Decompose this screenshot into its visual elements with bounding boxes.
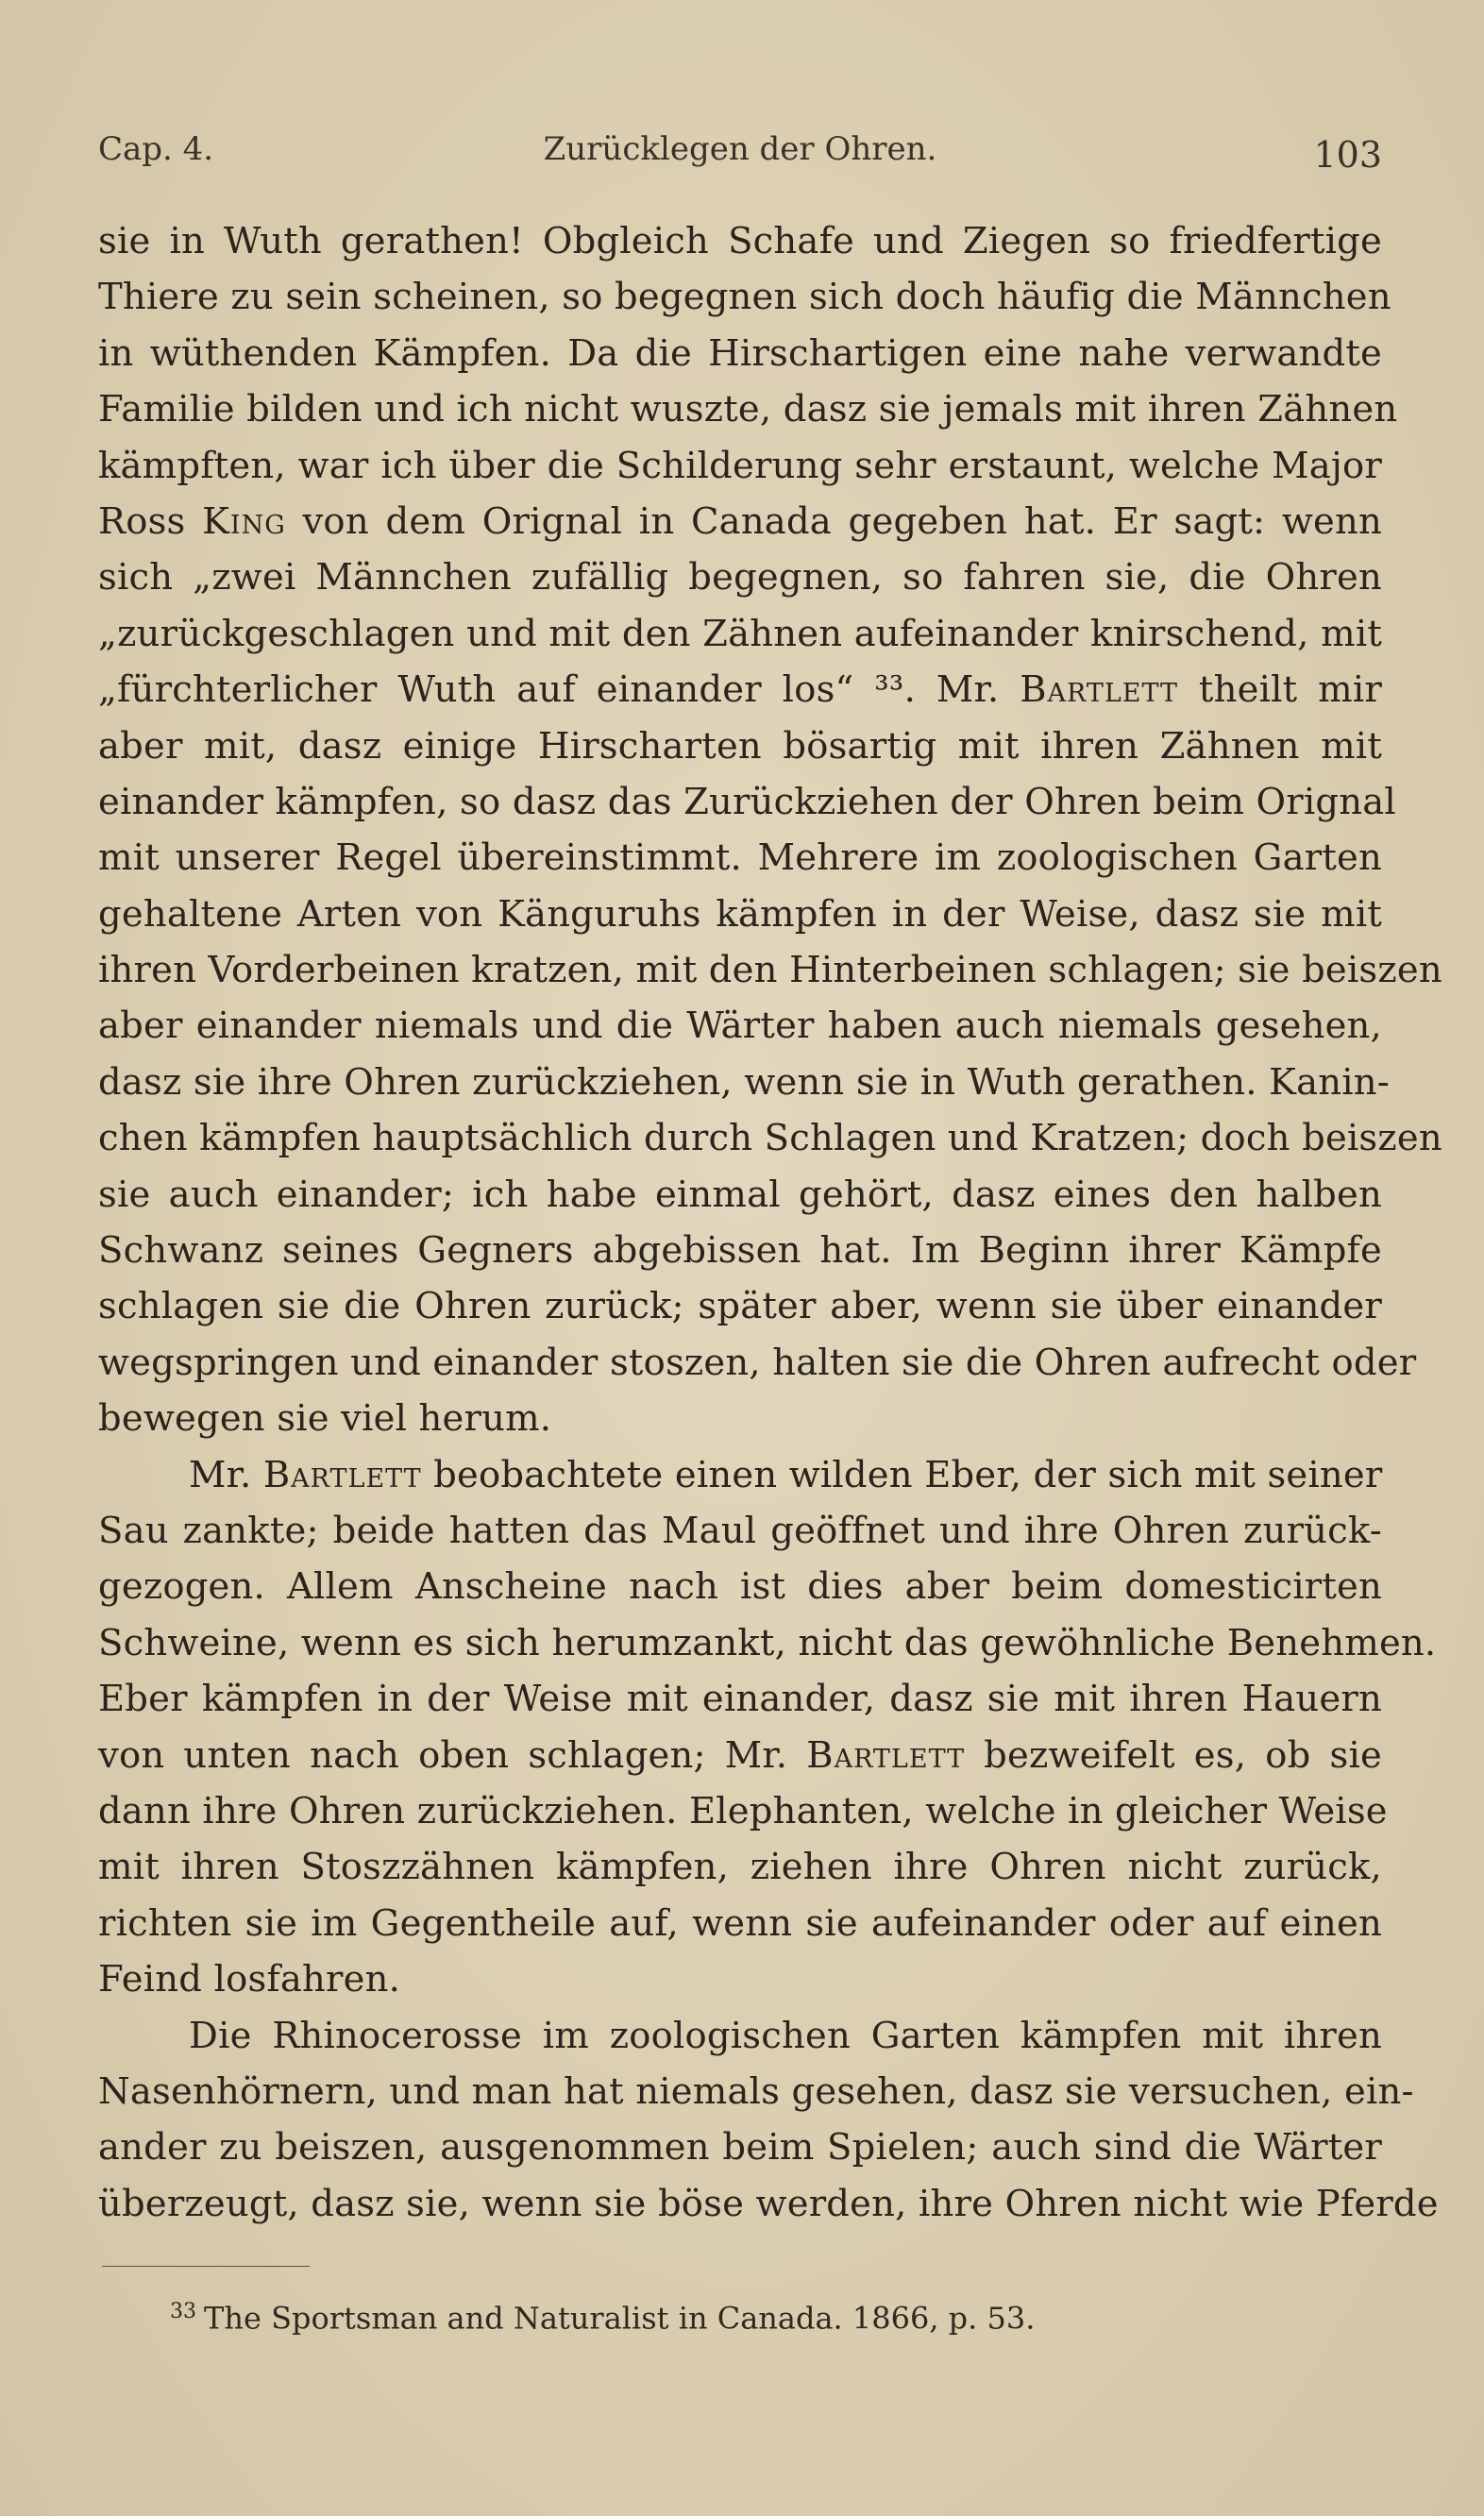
line-text: überzeugt, dasz sie, wenn sie böse werden, ihre Ohren nicht wie Pferde <box>98 2182 1439 2225</box>
line-text: schlagen sie die Ohren zurück; später aber, wenn sie über einander <box>98 1285 1382 1328</box>
text-line <box>98 1615 1437 1671</box>
text-line <box>98 1335 1417 1391</box>
text-line <box>98 1951 1382 2007</box>
text-line <box>98 942 1442 998</box>
line-text: bezweifelt es, ob sie <box>965 1733 1382 1777</box>
line-text: Eber kämpfen in der Weise mit einander, dasz sie mit ihren Hauern <box>98 1678 1382 1721</box>
footnote-divider <box>102 2266 310 2267</box>
text-line <box>98 381 1398 437</box>
line-text: kämpften, war ich über die Schilderung sehr erstaunt, welche Major <box>98 444 1382 487</box>
text-line <box>98 774 1396 830</box>
text-line <box>98 2119 1382 2175</box>
text-line <box>98 1671 1382 1727</box>
line-text: ander zu beiszen, ausgenommen beim Spielen; auch sind die Wärter <box>98 2126 1382 2170</box>
line-text: mit ihren Stoszzähnen kämpfen, ziehen ihre Ohren nicht zurück, <box>98 1846 1382 1889</box>
line-text: Schwanz seines Gegners abgebissen hat. Im Beginn ihrer Kämpfe <box>98 1229 1382 1273</box>
running-title: Zurücklegen der Ohren. <box>543 130 937 168</box>
line-text: Feind losfahren. <box>98 1958 401 2001</box>
person-name: Bartlett <box>806 1733 966 1777</box>
text-line <box>98 1728 1382 1783</box>
person-name: Bartlett <box>1020 668 1179 712</box>
footnote-text: The Sportsman and Naturalist in Canada. 1866, p. 53. <box>204 2300 1036 2337</box>
text-line <box>98 1447 1382 1503</box>
text-line <box>98 718 1382 774</box>
line-text: in wüthenden Kämpfen. Da die Hirschartigen eine nahe verwandte <box>98 331 1382 375</box>
line-text: mit unserer Regel übereinstimmt. Mehrere im zoologischen Garten <box>98 836 1382 880</box>
running-header <box>98 130 1382 177</box>
text-line <box>98 1223 1382 1278</box>
line-text: ihren Vorderbeinen kratzen, mit den Hinterbeinen schlagen; sie beiszen <box>98 949 1442 992</box>
line-text: richten sie im Gegentheile auf, wenn sie aufeinander oder auf einen <box>98 1901 1382 1945</box>
line-text: Familie bilden und ich nicht wuszte, dasz sie jemals mit ihren Zähnen <box>98 388 1398 431</box>
text-line <box>98 1896 1382 1951</box>
line-text: von unten nach oben schlagen; Mr. <box>98 1733 807 1777</box>
line-text: einander kämpfen, so dasz das Zurückziehen der Ohren beim Orignal <box>98 780 1396 823</box>
line-text: Nasenhörnern, und man hat niemals gesehen, dasz sie versuchen, ein- <box>98 2069 1414 2113</box>
line-text: beobachtete einen wilden Eber, der sich mit seiner <box>421 1453 1383 1496</box>
chapter-label: Cap. 4. <box>98 130 214 168</box>
text-line <box>98 662 1382 718</box>
text-line <box>98 549 1382 605</box>
text-line <box>98 1110 1442 1166</box>
text-line <box>98 887 1382 942</box>
text-line <box>98 1839 1382 1895</box>
line-text: Schweine, wenn es sich herumzankt, nicht das gewöhnliche Benehmen. <box>98 1621 1437 1664</box>
line-text: wegspringen und einander stoszen, halten sie die Ohren aufrecht oder <box>98 1341 1417 1384</box>
text-line <box>98 2008 1382 2064</box>
text-line <box>98 1783 1388 1839</box>
text-line <box>98 213 1382 269</box>
line-text: „fürchterlicher Wuth auf einander los“ ³³. Mr. <box>98 668 1020 712</box>
body-text <box>98 213 1442 2232</box>
text-line <box>98 998 1382 1054</box>
line-text: Die Rhinocerosse im zoologischen Garten kämpfen mit ihren <box>189 2014 1382 2057</box>
line-text: aber einander niemals und die Wärter haben auch niemals gesehen, <box>98 1005 1382 1048</box>
person-name: King <box>202 499 286 543</box>
line-text: von dem Orignal in Canada gegeben hat. Er sagt: wenn <box>285 499 1382 543</box>
text-line <box>98 438 1382 494</box>
text-line <box>98 1503 1382 1559</box>
line-text: aber mit, dasz einige Hirscharten bösartig mit ihren Zähnen mit <box>98 724 1382 768</box>
text-line <box>98 1278 1382 1334</box>
text-line <box>98 2176 1439 2232</box>
text-line <box>98 830 1382 886</box>
line-text: sie in Wuth gerathen! Obgleich Schafe und Ziegen so friedfertige <box>98 220 1382 262</box>
line-text: sich „zwei Männchen zufällig begegnen, so fahren sie, die Ohren <box>98 556 1382 599</box>
line-text: Mr. <box>189 1453 263 1496</box>
line-text: „zurückgeschlagen und mit den Zähnen aufeinander knirschend, mit <box>98 612 1382 655</box>
line-text: gezogen. Allem Anscheine nach ist dies aber beim domesticirten <box>98 1565 1382 1609</box>
footnote <box>170 2300 1035 2337</box>
line-text: chen kämpfen hauptsächlich durch Schlagen und Kratzen; doch beiszen <box>98 1117 1442 1160</box>
text-line <box>98 1391 1382 1446</box>
text-line <box>98 1559 1382 1614</box>
line-text: Thiere zu sein scheinen, so begegnen sich doch häufig die Männchen <box>98 276 1391 319</box>
text-line <box>98 2064 1414 2119</box>
line-text: dann ihre Ohren zurückziehen. Elephanten, welche in gleicher Weise <box>98 1789 1388 1832</box>
text-line <box>98 606 1382 662</box>
text-line <box>98 269 1391 325</box>
text-line <box>98 1055 1390 1110</box>
footnote-number: 33 <box>170 2300 196 2323</box>
line-text: sie auch einander; ich habe einmal gehört, dasz eines den halben <box>98 1173 1382 1216</box>
text-line <box>98 494 1382 549</box>
line-text: theilt mir <box>1178 668 1382 712</box>
line-text: gehaltene Arten von Känguruhs kämpfen in der Weise, dasz sie mit <box>98 892 1382 936</box>
line-text: bewegen sie viel herum. <box>98 1397 552 1441</box>
person-name: Bartlett <box>262 1453 422 1496</box>
text-line <box>98 1167 1382 1223</box>
line-text: Sau zankte; beide hatten das Maul geöffnet und ihre Ohren zurück- <box>98 1509 1382 1552</box>
line-text: Ross <box>98 499 203 543</box>
line-text: dasz sie ihre Ohren zurückziehen, wenn sie in Wuth gerathen. Kanin- <box>98 1060 1390 1104</box>
text-line <box>98 326 1382 381</box>
page-number: 103 <box>1313 134 1382 176</box>
